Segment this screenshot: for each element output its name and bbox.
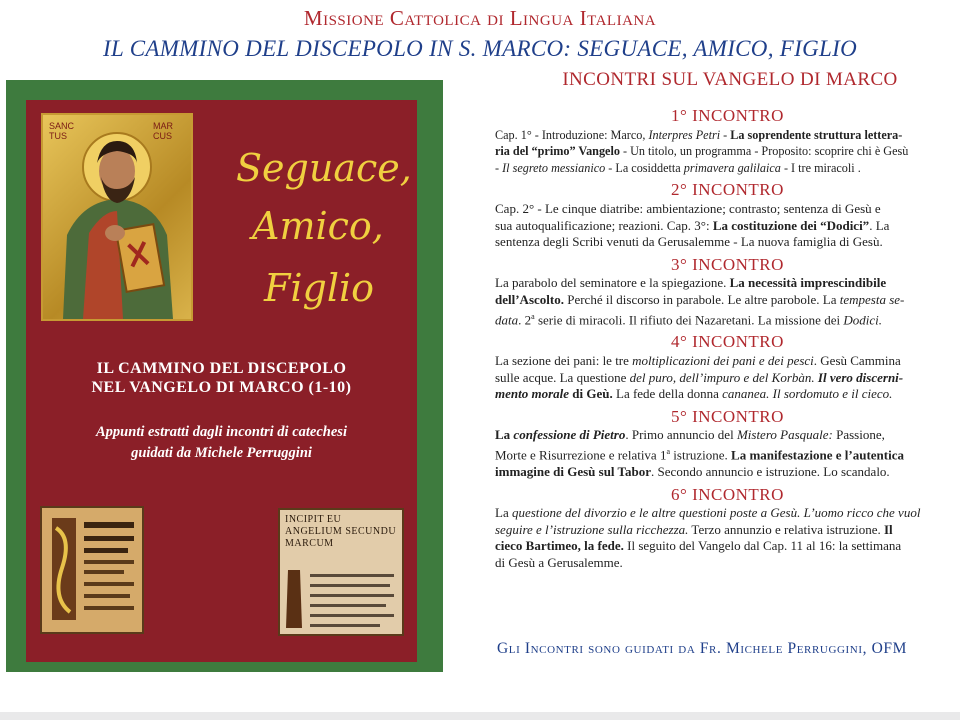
header-subtitle: INCONTRI SUL VANGELO DI MARCO (562, 69, 898, 90)
incontro-2-body: Cap. 2° - Le cinque diatribe: ambientazione; contrasto; sentenza di Gesù e sua autoqualificazione; reazioni. Cap. 3°: La costituzione dei “Dodici”. La sentenza degli Scribi venuti da Gerusalemme - La nuova famiglia di Gesù. (495, 200, 890, 250)
saint-label-left: SANC TUS (49, 121, 75, 141)
saint-label-right: MAR CUS (153, 121, 173, 141)
book-cover (6, 80, 443, 672)
incontro-6-body: La questione del divorzio e le altre questioni poste a Gesù. L’uomo ricco che vuol seguire e l’istruzione sulla ricchezza. Terzo annunzio e relativa istruzione. Il cieco Bartimeo, la fede. Il seguito del Vangelo dal Cap. 11 al 16: la settimana di Gesù a Gerusalemme. (495, 505, 921, 570)
header-title: IL CAMMINO DEL DISCEPOLO IN S. MARCO: SEGUACE, AMICO, FIGLIO (103, 36, 857, 61)
footer-guide: Gli Incontri sono guidati da Fr. Michele Perruggini, OFM (497, 640, 907, 657)
cover-title-line1: IL CAMMINO DEL DISCEPOLO (96, 360, 347, 377)
incontro-1-title: 1° INCONTRO (671, 106, 784, 125)
header-mission: Missione Cattolica di Lingua Italiana (303, 6, 657, 30)
cover-subtitle-line2: guidati da Michele Perruggini (131, 445, 312, 461)
incontro-3-title: 3° INCONTRO (671, 254, 784, 274)
manuscript-right-image (278, 508, 404, 636)
incontro-4-title: 4° INCONTRO (671, 332, 784, 352)
manuscript-left-image (40, 506, 144, 634)
book-cover-panel (26, 100, 417, 662)
cover-script-figlio: Figlio (264, 266, 375, 310)
saint-mark-icon (41, 113, 193, 321)
cover-script-seguace: Seguace, (236, 146, 412, 190)
bottom-strip (0, 712, 960, 720)
incontri-list (495, 108, 960, 578)
saint-mark-illustration (43, 115, 191, 319)
incontro-6-title: 6° INCONTRO (671, 484, 784, 504)
incontro-2-title: 2° INCONTRO (671, 180, 784, 200)
incontro-4-body: La sezione dei pani: le tre moltiplicazioni dei pani e dei pesci. Gesù Cammina sulle acque. La questione del puro, dell’impuro e del Korbàn. Il vero discerni- mento morale di Geù. La fede della donna cananea. Il sordomuto e il cieco. (495, 353, 904, 402)
incontro-5-body: La confessione di Pietro. Primo annuncio del Mistero Pasquale: Passione, Morte e Risurrezione e relativa 1$^a$ istruzione. La manifestazione e l’autentica immagine di Gesù sul Tabor. Secondo annuncio e istruzione. Lo scandalo. (495, 427, 904, 479)
cover-subtitle-line1: Appunti estratti dagli incontri di catechesi (96, 424, 347, 440)
incontro-1-body: Cap. 1° - Introduzione: Marco, Interpres Petri - La soprendente struttura lettera- ria del “primo” Vangelo - Un titolo, un programma - Proposito: scoprire chi è Gesù - Il segreto messianico - La cosiddetta primavera galilaica - I tre miracoli . (495, 127, 909, 175)
incontro-5-title: 5° INCONTRO (671, 406, 784, 426)
cover-title-line2: NEL VANGELO DI MARCO (1-10) (91, 379, 352, 396)
incontro-3-body: La parabolo del seminatore e la spiegazione. La necessità imprescindibile dell’Ascolto. Perché il discorso in parabole. Le altre parobole. La tempesta se- data. 2$^a$ serie di miracoli. Il rifiuto dei Nazaretani. La missione dei Dodici. (495, 275, 905, 327)
manuscript-right-text: INCIPIT EU ANGELIUM SECUNDU MARCUM (285, 514, 397, 549)
cover-script-amico: Amico, (252, 204, 384, 248)
